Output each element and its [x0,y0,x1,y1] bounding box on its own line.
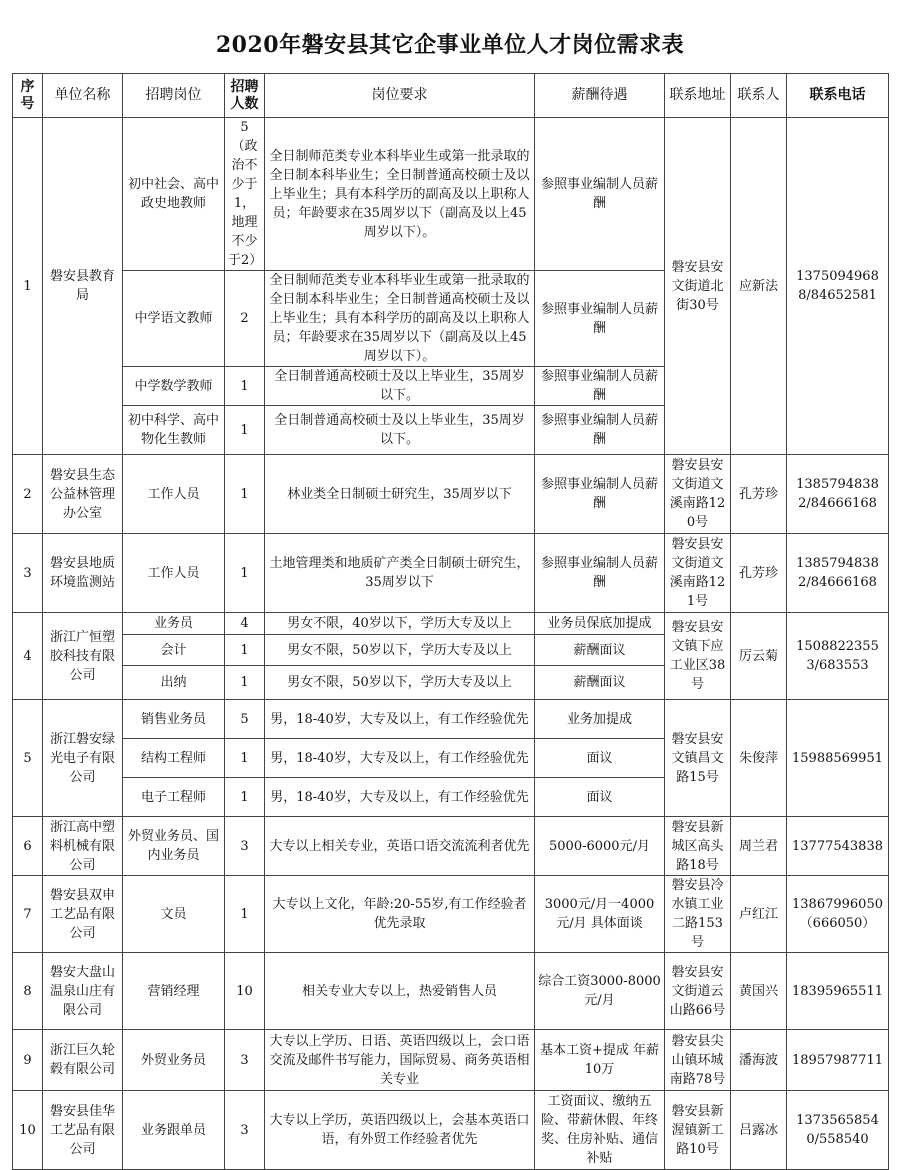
table-row [13,1091,889,1170]
cell-position: 出纳 [123,666,225,700]
header-address: 联系地址 [665,74,731,118]
cell-count: 1 [225,876,265,953]
header-salary: 薪酬待遇 [535,74,665,118]
cell-salary: 业务加提成 [535,700,665,739]
cell-position: 结构工程师 [123,739,225,778]
table-row [13,700,889,739]
cell-position: 营销经理 [123,953,225,1030]
cell-phone: 18957987711 [787,1030,889,1091]
cell-requirement: 男，18-40岁，大专及以上，有工作经验优先 [265,739,535,778]
cell-requirement: 男女不限，50岁以下，学历大专及以上 [265,635,535,666]
cell-count: 1 [225,367,265,406]
cell-phone: 15988569951 [787,700,889,817]
cell-count: 1 [225,455,265,534]
header-contact: 联系人 [731,74,787,118]
cell-unit-name: 磐安县地质环境监测站 [43,534,123,613]
cell-contact: 孔芳珍 [731,455,787,534]
header-count: 招聘人数 [225,74,265,118]
cell-phone: 13867996050（666050） [787,876,889,953]
cell-contact: 黄国兴 [731,953,787,1030]
cell-unit-name: 磐安县生态公益林管理办公室 [43,455,123,534]
cell-contact: 厉云菊 [731,613,787,700]
cell-address: 磐安县安文街道云山路66号 [665,953,731,1030]
cell-address: 磐安县安文镇昌文路15号 [665,700,731,817]
header-row [13,74,889,118]
header-unit: 单位名称 [43,74,123,118]
cell-count: 1 [225,778,265,817]
talent-demand-table [12,73,889,1170]
cell-unit-name: 磐安县佳华工艺品有限公司 [43,1091,123,1170]
cell-position: 中学数学教师 [123,367,225,406]
cell-unit-name: 磐安县教育局 [43,118,123,455]
cell-salary: 参照事业编制人员薪酬 [535,118,665,271]
cell-unit-name: 磐安县双申工艺品有限公司 [43,876,123,953]
cell-address: 磐安县安文镇下应工业区38号 [665,613,731,700]
cell-count: 1 [225,406,265,455]
cell-contact: 卢红江 [731,876,787,953]
cell-salary: 参照事业编制人员薪酬 [535,367,665,406]
cell-count: 1 [225,739,265,778]
cell-phone: 13735658540/558540 [787,1091,889,1170]
cell-salary: 面议 [535,739,665,778]
cell-phone: 13857948382/84666168 [787,534,889,613]
cell-salary: 5000-6000元/月 [535,817,665,876]
cell-contact: 孔芳珍 [731,534,787,613]
cell-position: 外贸业务员 [123,1030,225,1091]
cell-address: 磐安县安文街道文溪南路120号 [665,455,731,534]
cell-salary: 业务员保底加提成 [535,613,665,635]
cell-position: 初中社会、高中政史地教师 [123,118,225,271]
cell-contact: 朱俊萍 [731,700,787,817]
header-phone: 联系电话 [787,74,889,118]
cell-salary: 综合工资3000-8000元/月 [535,953,665,1030]
cell-count: 1 [225,666,265,700]
cell-contact: 应新法 [731,118,787,455]
table-row [13,876,889,953]
cell-unit-name: 浙江巨久轮毂有限公司 [43,1030,123,1091]
cell-salary: 参照事业编制人员薪酬 [535,534,665,613]
cell-requirement: 全日制师范类专业本科毕业生或第一批录取的全日制本科毕业生；全日制普通高校硕士及以上毕业生；具有本科学历的副高及以上职称人员；年龄要求在35周岁以下（副高及以上45周岁以下）。 [265,271,535,367]
cell-requirement: 土地管理类和地质矿产类全日制硕士研究生，35周岁以下 [265,534,535,613]
cell-requirement: 大专以上学历，英语四级以上，会基本英语口语，有外贸工作经验者优先 [265,1091,535,1170]
cell-requirement: 大专以上学历、日语、英语四级以上，会口语交流及邮件书写能力，国际贸易、商务英语相关专业 [265,1030,535,1091]
cell-no: 2 [13,455,43,534]
cell-contact: 周兰君 [731,817,787,876]
cell-count: 3 [225,1030,265,1091]
table-row [13,455,889,534]
cell-requirement: 大专以上相关专业，英语口语交流流利者优先 [265,817,535,876]
cell-requirement: 全日制普通高校硕士及以上毕业生，35周岁以下。 [265,367,535,406]
cell-position: 外贸业务员、国内业务员 [123,817,225,876]
cell-unit-name: 浙江广恒塑胶科技有限公司 [43,613,123,700]
cell-position: 工作人员 [123,455,225,534]
table-row [13,534,889,613]
cell-no: 1 [13,118,43,455]
cell-salary: 面议 [535,778,665,817]
cell-address: 磐安县安文街道文溪南路121号 [665,534,731,613]
cell-salary: 薪酬面议 [535,666,665,700]
cell-phone: 13750949688/84652581 [787,118,889,455]
cell-address: 磐安县冷水镇工业二路153号 [665,876,731,953]
cell-position: 中学语文教师 [123,271,225,367]
cell-count: 4 [225,613,265,635]
cell-position: 业务员 [123,613,225,635]
cell-salary: 参照事业编制人员薪酬 [535,455,665,534]
table-row [13,1030,889,1091]
cell-count: 5（政治不少于1，地理不少于2） [225,118,265,271]
cell-count: 3 [225,1091,265,1170]
cell-count: 3 [225,817,265,876]
cell-position: 初中科学、高中物化生教师 [123,406,225,455]
cell-count: 2 [225,271,265,367]
cell-no: 9 [13,1030,43,1091]
cell-salary: 薪酬面议 [535,635,665,666]
cell-no: 4 [13,613,43,700]
table-row [13,118,889,271]
cell-unit-name: 浙江高中塑料机械有限公司 [43,817,123,876]
cell-phone: 13777543838 [787,817,889,876]
table-row [13,817,889,876]
cell-salary: 参照事业编制人员薪酬 [535,406,665,455]
cell-requirement: 全日制普通高校硕士及以上毕业生，35周岁以下。 [265,406,535,455]
cell-no: 8 [13,953,43,1030]
page-title: 2020年磐安县其它企事业单位人才岗位需求表 [215,32,685,58]
cell-contact: 潘海波 [731,1030,787,1091]
cell-requirement: 男，18-40岁，大专及以上，有工作经验优先 [265,700,535,739]
cell-requirement: 相关专业大专以上，热爱销售人员 [265,953,535,1030]
cell-position: 电子工程师 [123,778,225,817]
cell-requirement: 男，18-40岁，大专及以上，有工作经验优先 [265,778,535,817]
cell-requirement: 大专以上文化，年龄:20-55岁,有工作经验者优先录取 [265,876,535,953]
cell-no: 7 [13,876,43,953]
header-no: 序号 [13,74,43,118]
cell-salary: 3000元/月一4000元/月 具体面谈 [535,876,665,953]
header-requirement: 岗位要求 [265,74,535,118]
cell-requirement: 男女不限，50岁以下，学历大专及以上 [265,666,535,700]
cell-requirement: 男女不限，40岁以下，学历大专及以上 [265,613,535,635]
cell-contact: 吕露冰 [731,1091,787,1170]
table-row [13,953,889,1030]
cell-requirement: 全日制师范类专业本科毕业生或第一批录取的全日制本科毕业生；全日制普通高校硕士及以上毕业生；具有本科学历的副高及以上职称人员；年龄要求在35周岁以下（副高及以上45周岁以下）。 [265,118,535,271]
cell-salary: 基本工资+提成 年薪10万 [535,1030,665,1091]
cell-unit-name: 磐安大盘山温泉山庄有限公司 [43,953,123,1030]
cell-position: 业务跟单员 [123,1091,225,1170]
cell-count: 5 [225,700,265,739]
cell-position: 文员 [123,876,225,953]
cell-position: 销售业务员 [123,700,225,739]
cell-address: 磐安县安文街道北街30号 [665,118,731,455]
cell-count: 10 [225,953,265,1030]
cell-no: 3 [13,534,43,613]
cell-phone: 18395965511 [787,953,889,1030]
cell-count: 1 [225,534,265,613]
cell-address: 磐安县新城区高头路18号 [665,817,731,876]
cell-salary: 工资面议、缴纳五险、带薪休假、年终奖、住房补贴、通信补贴 [535,1091,665,1170]
cell-position: 会计 [123,635,225,666]
cell-phone: 13857948382/84666168 [787,455,889,534]
cell-no: 6 [13,817,43,876]
cell-no: 5 [13,700,43,817]
table-row [13,613,889,635]
cell-address: 磐安县新渥镇新工路10号 [665,1091,731,1170]
cell-requirement: 林业类全日制硕士研究生，35周岁以下 [265,455,535,534]
cell-phone: 15088223553/683553 [787,613,889,700]
cell-count: 1 [225,635,265,666]
cell-unit-name: 浙江磐安绿光电子有限公司 [43,700,123,817]
cell-salary: 参照事业编制人员薪酬 [535,271,665,367]
cell-no: 10 [13,1091,43,1170]
cell-address: 磐安县尖山镇环城南路78号 [665,1030,731,1091]
cell-position: 工作人员 [123,534,225,613]
header-position: 招聘岗位 [123,74,225,118]
